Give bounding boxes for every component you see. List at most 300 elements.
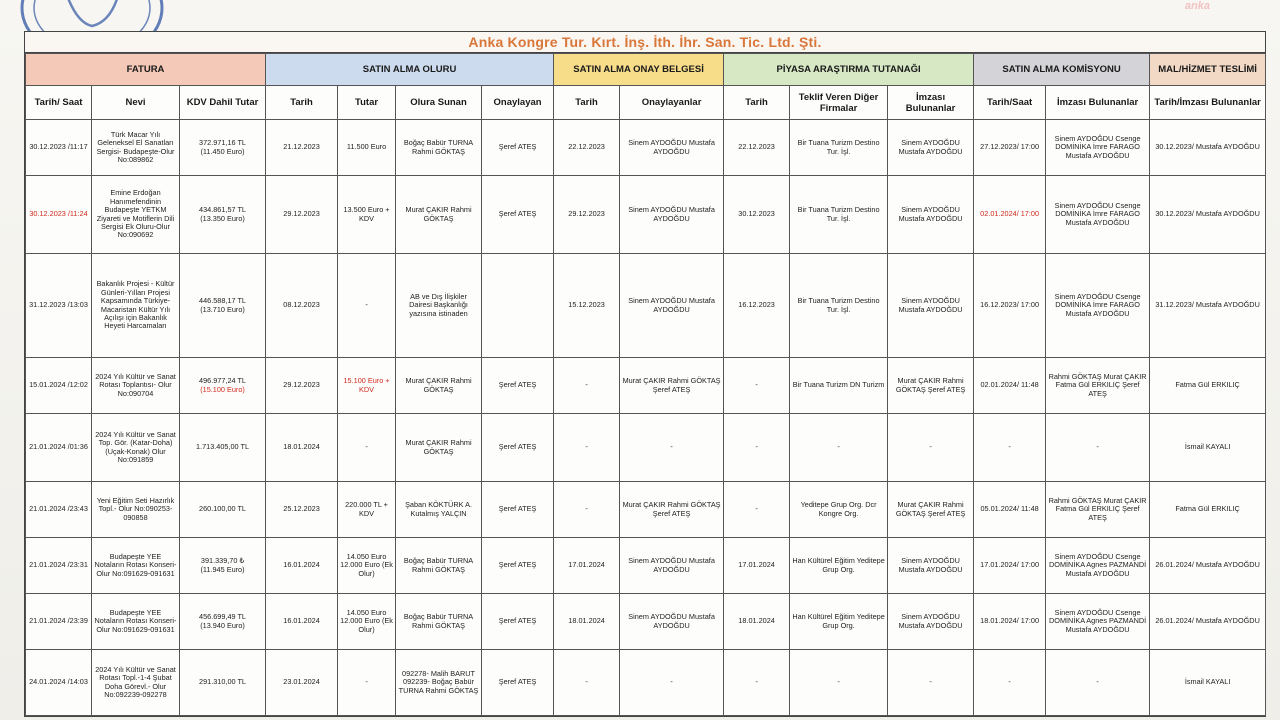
piyasa-date-cell-text: 30.12.2023 (738, 209, 775, 219)
komisyon-imza-cell-text: Sinem AYDOĞDU Csenge DOMİNİKA İmre FARAGO Mustafa AYDOĞDU (1054, 291, 1141, 318)
onaylayanlar-cell (620, 176, 724, 254)
olur-amount-cell (338, 414, 396, 482)
olur-amount-cell-text: - (365, 442, 368, 452)
olur-amount-cell-text: 13.500 Euro + KDV (343, 205, 390, 223)
firmalar-cell (790, 482, 888, 538)
fatura-date-cell (26, 358, 92, 414)
table-row (26, 176, 1266, 254)
column-header: Tarih (554, 86, 620, 120)
olura-sunan-cell (396, 120, 482, 176)
firmalar-cell-text: Bir Tuana Turizm DN Turizm (792, 380, 885, 390)
column-header: Onaylayan (482, 86, 554, 120)
amount-cell-text: 496.977,24 TL (199, 376, 246, 386)
table-row (26, 358, 1266, 414)
teslim-cell-text: 26.01.2024/ Mustafa AYDOĞDU (1155, 616, 1260, 626)
column-header: Nevi (92, 86, 180, 120)
table-row (26, 594, 1266, 650)
fatura-date-cell-text: 24.01.2024 /14:03 (29, 677, 88, 687)
amount-cell (180, 482, 266, 538)
onay-date-cell (554, 414, 620, 482)
onaylayan-cell (482, 650, 554, 716)
amount-cell (180, 414, 266, 482)
olur-date-cell (266, 120, 338, 176)
onaylayan-cell-text: Şeref ATEŞ (498, 380, 537, 390)
olur-amount-cell-text: 14.050 Euro 12.000 Euro (Ek Olur) (340, 607, 393, 634)
olur-date-cell (266, 254, 338, 358)
piyasa-imza-cell (888, 414, 974, 482)
amount-euro-text: (13.710 Euro) (200, 304, 245, 314)
amount-euro-text: (13.940 Euro) (200, 620, 245, 630)
onaylayanlar-cell-text: Sinem AYDOĞDU Mustafa AYDOĞDU (628, 556, 715, 574)
olura-sunan-cell (396, 176, 482, 254)
fatura-date-cell-text: 15.01.2024 /12:02 (29, 380, 88, 390)
olura-sunan-cell-text: Murat ÇAKIR Rahmi GÖKTAŞ (405, 205, 472, 223)
firmalar-cell (790, 358, 888, 414)
komisyon-date-cell-text: 02.01.2024/ 11:48 (980, 380, 1039, 390)
amount-cell (180, 538, 266, 594)
teslim-cell-text: Fatma Gül ERKILIÇ (1175, 380, 1240, 390)
nevi-cell-text: 2024 Yılı Kültür ve Sanat Rotası Topl.-1-4 Şubat Doha Görevl.- Olur No:092239-092278 (95, 664, 176, 699)
olura-sunan-cell (396, 482, 482, 538)
onaylayan-cell-text: Şeref ATEŞ (498, 616, 537, 626)
onaylayan-cell (482, 358, 554, 414)
amount-cell (180, 254, 266, 358)
olur-date-cell-text: 16.01.2024 (283, 616, 320, 626)
olura-sunan-cell (396, 538, 482, 594)
olur-amount-cell (338, 176, 396, 254)
piyasa-date-cell-text: 16.12.2023 (738, 300, 775, 310)
olura-sunan-cell-text: Boğaç Babür TURNA Rahmi GÖKTAŞ (403, 138, 474, 156)
onay-date-cell (554, 482, 620, 538)
onaylayanlar-cell-text: Murat ÇAKIR Rahmi GÖKTAŞ Şeref ATEŞ (622, 500, 721, 518)
onay-date-cell (554, 254, 620, 358)
komisyon-date-cell (974, 254, 1046, 358)
olura-sunan-cell (396, 358, 482, 414)
onaylayanlar-cell (620, 482, 724, 538)
teslim-cell-text: 26.01.2024/ Mustafa AYDOĞDU (1155, 560, 1260, 570)
amount-cell-text: 1.713.405,00 TL (196, 442, 250, 452)
watermark: anka (1184, 0, 1210, 12)
onaylayan-cell-text: Şeref ATEŞ (498, 504, 537, 514)
onaylayan-cell-text: Şeref ATEŞ (498, 209, 537, 219)
komisyon-date-cell (974, 650, 1046, 716)
komisyon-imza-cell-text: - (1096, 677, 1099, 687)
piyasa-imza-cell-text: Murat ÇAKIR Rahmi GÖKTAŞ Şeref ATEŞ (895, 500, 966, 518)
report-sheet (24, 31, 1266, 717)
piyasa-imza-cell-text: Sinem AYDOĞDU Mustafa AYDOĞDU (898, 556, 963, 574)
piyasa-date-cell (724, 594, 790, 650)
komisyon-date-cell (974, 414, 1046, 482)
olura-sunan-cell (396, 254, 482, 358)
table-row (26, 538, 1266, 594)
table-row (26, 120, 1266, 176)
column-header: İmzası Bulunanlar (888, 86, 974, 120)
amount-cell (180, 594, 266, 650)
amount-cell-text: 446.588,17 TL (199, 296, 246, 306)
firmalar-cell-text: Han Kültürel Eğitim Yeditepe Grup Org. (792, 612, 885, 630)
fatura-date-cell-text: 21.01.2024 /23:31 (29, 560, 88, 570)
onaylayan-cell (482, 176, 554, 254)
column-header: Onaylayanlar (620, 86, 724, 120)
onaylayanlar-cell-text: - (670, 442, 673, 452)
group-fatura: FATURA (26, 54, 266, 86)
olura-sunan-cell-text: Boğaç Babür TURNA Rahmi GÖKTAŞ (403, 612, 474, 630)
table-row (26, 482, 1266, 538)
amount-cell-text: 291.310,00 TL (199, 677, 246, 687)
piyasa-imza-cell-text: Sinem AYDOĞDU Mustafa AYDOĞDU (898, 612, 963, 630)
column-header: Tarih/ Saat (26, 86, 92, 120)
olur-amount-cell (338, 120, 396, 176)
komisyon-date-cell (974, 176, 1046, 254)
nevi-cell-text: 2024 Yılı Kültür ve Sanat Rotası Toplantısı- Olur No:090704 (95, 371, 176, 398)
olur-date-cell-text: 23.01.2024 (283, 677, 320, 687)
piyasa-imza-cell-text: Sinem AYDOĞDU Mustafa AYDOĞDU (898, 205, 963, 223)
nevi-cell (92, 594, 180, 650)
komisyon-date-cell-text: 02.01.2024/ 17:00 (980, 209, 1040, 219)
teslim-cell (1150, 120, 1266, 176)
firmalar-cell (790, 538, 888, 594)
olur-date-cell-text: 29.12.2023 (283, 380, 320, 390)
onaylayanlar-cell (620, 358, 724, 414)
olura-sunan-cell-text: AB ve Dış İlişkiler Dairesi Başkanlığı yazısına istinaden (409, 291, 468, 318)
piyasa-date-cell (724, 414, 790, 482)
olur-date-cell (266, 176, 338, 254)
olur-amount-cell-text: 11.500 Euro (346, 142, 387, 152)
olura-sunan-cell-text: Murat ÇAKIR Rahmi GÖKTAŞ (405, 438, 472, 456)
onaylayan-cell-text: Şeref ATEŞ (498, 142, 537, 152)
fatura-date-cell-text: 30.12.2023 /11:24 (29, 209, 88, 219)
column-header-row (26, 86, 1266, 120)
onaylayan-cell (482, 120, 554, 176)
komisyon-imza-cell (1046, 594, 1150, 650)
amount-cell (180, 176, 266, 254)
nevi-cell-text: Budapeşte YEE Notaların Rotası Konseri-Olur No:091629-091631 (94, 551, 177, 578)
onaylayanlar-cell (620, 414, 724, 482)
piyasa-date-cell (724, 176, 790, 254)
amount-cell-text: 434.861,57 TL (199, 205, 246, 215)
fatura-date-cell-text: 21.01.2024 /01:36 (29, 442, 88, 452)
teslim-cell (1150, 254, 1266, 358)
amount-cell-text: 391.339,70 ₺ (200, 556, 245, 566)
amount-cell-text: 372.971,16 TL (199, 138, 246, 148)
olur-amount-cell (338, 254, 396, 358)
komisyon-imza-cell-text: Sinem AYDOĞDU Csenge DOMİNİKA Agnes PAZMANDİ Mustafa AYDOĞDU (1049, 551, 1147, 578)
teslim-cell (1150, 650, 1266, 716)
olura-sunan-cell (396, 414, 482, 482)
olura-sunan-cell-text: Murat ÇAKIR Rahmi GÖKTAŞ (405, 376, 472, 394)
nevi-cell-text: 2024 Yılı Kültür ve Sanat Top. Gör. (Katar-Doha) (Uçak-Konak) Olur No:091859 (95, 429, 176, 464)
onaylayanlar-cell-text: Sinem AYDOĞDU Mustafa AYDOĞDU (628, 138, 715, 156)
piyasa-imza-cell-text: - (929, 442, 932, 452)
onay-date-cell (554, 358, 620, 414)
teslim-cell (1150, 594, 1266, 650)
group-komisyon: SATIN ALMA KOMİSYONU (974, 54, 1150, 86)
onaylayanlar-cell-text: Sinem AYDOĞDU Mustafa AYDOĞDU (628, 205, 715, 223)
fatura-date-cell (26, 254, 92, 358)
onaylayanlar-cell (620, 120, 724, 176)
piyasa-date-cell (724, 538, 790, 594)
onay-date-cell (554, 594, 620, 650)
komisyon-date-cell-text: - (1008, 442, 1011, 452)
firmalar-cell (790, 254, 888, 358)
teslim-cell-text: 30.12.2023/ Mustafa AYDOĞDU (1155, 209, 1260, 219)
onaylayanlar-cell (620, 594, 724, 650)
nevi-cell (92, 254, 180, 358)
firmalar-cell-text: Han Kültürel Eğitim Yeditepe Grup Org. (792, 556, 885, 574)
group-header-row (26, 54, 1266, 86)
olur-date-cell (266, 650, 338, 716)
nevi-cell-text: Emine Erdoğan Hanımefendinin Budapeşte YETKM Ziyareti ve Motiflerin Dili Sergisi Ek Oluru-Olur No:090692 (96, 188, 175, 240)
olur-date-cell (266, 358, 338, 414)
firmalar-cell (790, 650, 888, 716)
olur-date-cell (266, 414, 338, 482)
olur-date-cell-text: 08.12.2023 (283, 300, 320, 310)
komisyon-date-cell (974, 358, 1046, 414)
olura-sunan-cell-text: 092278- Malih BARUT 092239- Boğaç Babür TURNA Rahmi GÖKTAŞ (398, 668, 479, 695)
onaylayanlar-cell-text: - (670, 677, 673, 687)
teslim-cell (1150, 538, 1266, 594)
fatura-date-cell (26, 176, 92, 254)
olur-amount-cell (338, 650, 396, 716)
olur-date-cell-text: 16.01.2024 (283, 560, 320, 570)
komisyon-date-cell (974, 120, 1046, 176)
onaylayanlar-cell-text: Sinem AYDOĞDU Mustafa AYDOĞDU (628, 612, 715, 630)
piyasa-imza-cell (888, 358, 974, 414)
nevi-cell (92, 482, 180, 538)
olur-amount-cell (338, 594, 396, 650)
fatura-date-cell (26, 414, 92, 482)
teslim-cell-text: 30.12.2023/ Mustafa AYDOĞDU (1155, 142, 1260, 152)
onaylayan-cell-text: Şeref ATEŞ (498, 560, 537, 570)
komisyon-date-cell-text: - (1008, 677, 1011, 687)
komisyon-date-cell (974, 482, 1046, 538)
column-header: Teklif Veren Diğer Firmalar (790, 86, 888, 120)
olur-amount-cell-text: - (365, 677, 368, 687)
olur-amount-cell-text: - (365, 300, 368, 310)
komisyon-imza-cell-text: Sinem AYDOĞDU Csenge DOMİNİKA Agnes PAZMANDİ Mustafa AYDOĞDU (1049, 607, 1147, 634)
onaylayan-cell (482, 414, 554, 482)
onaylayan-cell (482, 594, 554, 650)
fatura-date-cell-text: 31.12.2023 /13:03 (29, 300, 88, 310)
piyasa-imza-cell (888, 538, 974, 594)
onay-date-cell (554, 176, 620, 254)
firmalar-cell-text: Yeditepe Grup Org. Dcr Kongre Org. (800, 500, 877, 518)
amount-euro-text: (15.100 Euro) (200, 384, 245, 394)
olur-amount-cell-text: 15.100 Euro + KDV (343, 376, 390, 394)
fatura-date-cell-text: 30.12.2023 /11:17 (29, 142, 88, 152)
group-piyasa-arastirma: PİYASA ARAŞTIRMA TUTANAĞI (724, 54, 974, 86)
onaylayan-cell-text: Şeref ATEŞ (498, 442, 537, 452)
komisyon-imza-cell (1046, 482, 1150, 538)
nevi-cell-text: Budapeşte YEE Notaların Rotası Konseri-Olur No:091629-091631 (94, 607, 177, 634)
onay-date-cell-text: 15.12.2023 (568, 300, 605, 310)
komisyon-imza-cell (1046, 538, 1150, 594)
olur-date-cell-text: 25.12.2023 (283, 504, 320, 514)
amount-euro-text: (11.450 Euro) (200, 146, 245, 156)
fatura-date-cell (26, 482, 92, 538)
amount-cell (180, 650, 266, 716)
olur-amount-cell-text: 220.000 TL + KDV (345, 500, 388, 518)
nevi-cell (92, 120, 180, 176)
onay-date-cell (554, 650, 620, 716)
column-header: Tarih/Saat (974, 86, 1046, 120)
piyasa-imza-cell (888, 650, 974, 716)
column-header: Olura Sunan (396, 86, 482, 120)
procurement-table (25, 53, 1266, 716)
column-header: KDV Dahil Tutar (180, 86, 266, 120)
olur-amount-cell (338, 358, 396, 414)
group-teslim: MAL/HİZMET TESLİMİ (1150, 54, 1266, 86)
olur-amount-cell (338, 538, 396, 594)
piyasa-date-cell (724, 650, 790, 716)
teslim-cell (1150, 176, 1266, 254)
nevi-cell (92, 650, 180, 716)
komisyon-imza-cell-text: Sinem AYDOĞDU Csenge DOMİNİKA İmre FARAGO Mustafa AYDOĞDU (1054, 200, 1141, 227)
table-row (26, 650, 1266, 716)
onay-date-cell (554, 120, 620, 176)
olura-sunan-cell (396, 594, 482, 650)
olur-amount-cell-text: 14.050 Euro 12.000 Euro (Ek Olur) (340, 551, 393, 578)
nevi-cell (92, 176, 180, 254)
olur-date-cell-text: 18.01.2024 (283, 442, 320, 452)
firmalar-cell-text: Bir Tuana Turizm Destino Tur. İşl. (797, 138, 880, 156)
table-row (26, 254, 1266, 358)
onaylayanlar-cell (620, 254, 724, 358)
fatura-date-cell (26, 650, 92, 716)
column-header: Tarih/İmzası Bulunanlar (1150, 86, 1266, 120)
piyasa-date-cell-text: - (755, 504, 758, 514)
fatura-date-cell (26, 594, 92, 650)
firmalar-cell (790, 120, 888, 176)
teslim-cell-text: 31.12.2023/ Mustafa AYDOĞDU (1155, 300, 1260, 310)
group-satin-alma-onay: SATIN ALMA ONAY BELGESİ (554, 54, 724, 86)
piyasa-imza-cell (888, 482, 974, 538)
teslim-cell-text: Fatma Gül ERKILIÇ (1175, 504, 1240, 514)
olura-sunan-cell-text: Boğaç Babür TURNA Rahmi GÖKTAŞ (403, 556, 474, 574)
olura-sunan-cell (396, 650, 482, 716)
piyasa-date-cell-text: 18.01.2024 (738, 616, 775, 626)
group-satin-alma-oluru: SATIN ALMA OLURU (266, 54, 554, 86)
table-body (26, 120, 1266, 716)
onay-date-cell-text: - (585, 677, 588, 687)
onaylayanlar-cell (620, 650, 724, 716)
olur-date-cell (266, 538, 338, 594)
komisyon-date-cell-text: 05.01.2024/ 11:48 (980, 504, 1039, 514)
column-header: Tarih (266, 86, 338, 120)
komisyon-imza-cell (1046, 254, 1150, 358)
piyasa-imza-cell (888, 120, 974, 176)
teslim-cell (1150, 358, 1266, 414)
komisyon-imza-cell (1046, 414, 1150, 482)
onay-date-cell (554, 538, 620, 594)
teslim-cell-text: İsmail KAYALI (1184, 677, 1231, 687)
firmalar-cell-text: - (837, 677, 840, 687)
piyasa-date-cell-text: 17.01.2024 (738, 560, 775, 570)
teslim-cell (1150, 482, 1266, 538)
fatura-date-cell-text: 21.01.2024 /23:39 (29, 616, 88, 626)
piyasa-date-cell (724, 358, 790, 414)
onay-date-cell-text: 29.12.2023 (568, 209, 605, 219)
nevi-cell-text: Yeni Eğitim Seti Hazırlık Topl.- Olur No:090253-090858 (96, 495, 175, 522)
amount-cell-text: 260.100,00 TL (199, 504, 246, 514)
firmalar-cell (790, 414, 888, 482)
onay-date-cell-text: 17.01.2024 (568, 560, 605, 570)
firmalar-cell-text: Bir Tuana Turizm Destino Tur. İşl. (797, 205, 880, 223)
onay-date-cell-text: 18.01.2024 (568, 616, 605, 626)
piyasa-imza-cell-text: Sinem AYDOĞDU Mustafa AYDOĞDU (898, 296, 963, 314)
onay-date-cell-text: 22.12.2023 (568, 142, 605, 152)
firmalar-cell-text: - (837, 442, 840, 452)
piyasa-date-cell (724, 254, 790, 358)
fatura-date-cell (26, 538, 92, 594)
olur-amount-cell (338, 482, 396, 538)
teslim-cell (1150, 414, 1266, 482)
firmalar-cell (790, 176, 888, 254)
piyasa-imza-cell (888, 176, 974, 254)
firmalar-cell (790, 594, 888, 650)
amount-cell-text: 456.699,49 TL (199, 612, 246, 622)
komisyon-date-cell-text: 16.12.2023/ 17:00 (980, 300, 1040, 310)
komisyon-imza-cell-text: Rahmi GÖKTAŞ Murat ÇAKIR Fatma Gül ERKILIÇ Şeref ATEŞ (1048, 495, 1147, 522)
onaylayan-cell (482, 482, 554, 538)
company-title: Anka Kongre Tur. Kırt. İnş. İth. İhr. San. Tic. Ltd. Şti. (25, 32, 1265, 53)
nevi-cell (92, 538, 180, 594)
komisyon-imza-cell-text: Sinem AYDOĞDU Csenge DOMİNİKA İmre FARAGO Mustafa AYDOĞDU (1054, 133, 1141, 160)
teslim-cell-text: İsmail KAYALI (1184, 442, 1231, 452)
piyasa-imza-cell-text: Murat ÇAKIR Rahmi GÖKTAŞ Şeref ATEŞ (895, 376, 966, 394)
onaylayanlar-cell-text: Sinem AYDOĞDU Mustafa AYDOĞDU (628, 296, 715, 314)
column-header: Tutar (338, 86, 396, 120)
amount-cell (180, 358, 266, 414)
piyasa-imza-cell (888, 254, 974, 358)
column-header: Tarih (724, 86, 790, 120)
komisyon-imza-cell-text: Rahmi GÖKTAŞ Murat ÇAKIR Fatma Gül ERKILIÇ Şeref ATEŞ (1048, 371, 1147, 398)
onaylayan-cell (482, 538, 554, 594)
komisyon-date-cell-text: 17.01.2024/ 17:00 (980, 560, 1040, 570)
amount-euro-text: (11.945 Euro) (200, 564, 245, 574)
nevi-cell (92, 414, 180, 482)
komisyon-imza-cell-text: - (1096, 442, 1099, 452)
piyasa-date-cell-text: - (755, 677, 758, 687)
onaylayanlar-cell (620, 538, 724, 594)
olur-date-cell (266, 482, 338, 538)
onaylayan-cell-text: Şeref ATEŞ (498, 677, 537, 687)
onay-date-cell-text: - (585, 380, 588, 390)
piyasa-date-cell (724, 482, 790, 538)
fatura-date-cell-text: 21.01.2024 /23:43 (29, 504, 88, 514)
onay-date-cell-text: - (585, 504, 588, 514)
komisyon-date-cell (974, 594, 1046, 650)
piyasa-date-cell-text: - (755, 380, 758, 390)
onaylayan-cell (482, 254, 554, 358)
piyasa-date-cell (724, 120, 790, 176)
komisyon-date-cell-text: 18.01.2024/ 17:00 (980, 616, 1040, 626)
amount-cell (180, 120, 266, 176)
piyasa-imza-cell-text: Sinem AYDOĞDU Mustafa AYDOĞDU (898, 138, 963, 156)
piyasa-imza-cell (888, 594, 974, 650)
fatura-date-cell (26, 120, 92, 176)
column-header: İmzası Bulunanlar (1046, 86, 1150, 120)
nevi-cell (92, 358, 180, 414)
komisyon-imza-cell (1046, 120, 1150, 176)
olur-date-cell-text: 21.12.2023 (283, 142, 320, 152)
onay-date-cell-text: - (585, 442, 588, 452)
komisyon-imza-cell (1046, 176, 1150, 254)
olur-date-cell-text: 29.12.2023 (283, 209, 320, 219)
amount-euro-text: (13.350 Euro) (200, 213, 245, 223)
komisyon-imza-cell (1046, 650, 1150, 716)
komisyon-date-cell-text: 27.12.2023/ 17:00 (980, 142, 1040, 152)
